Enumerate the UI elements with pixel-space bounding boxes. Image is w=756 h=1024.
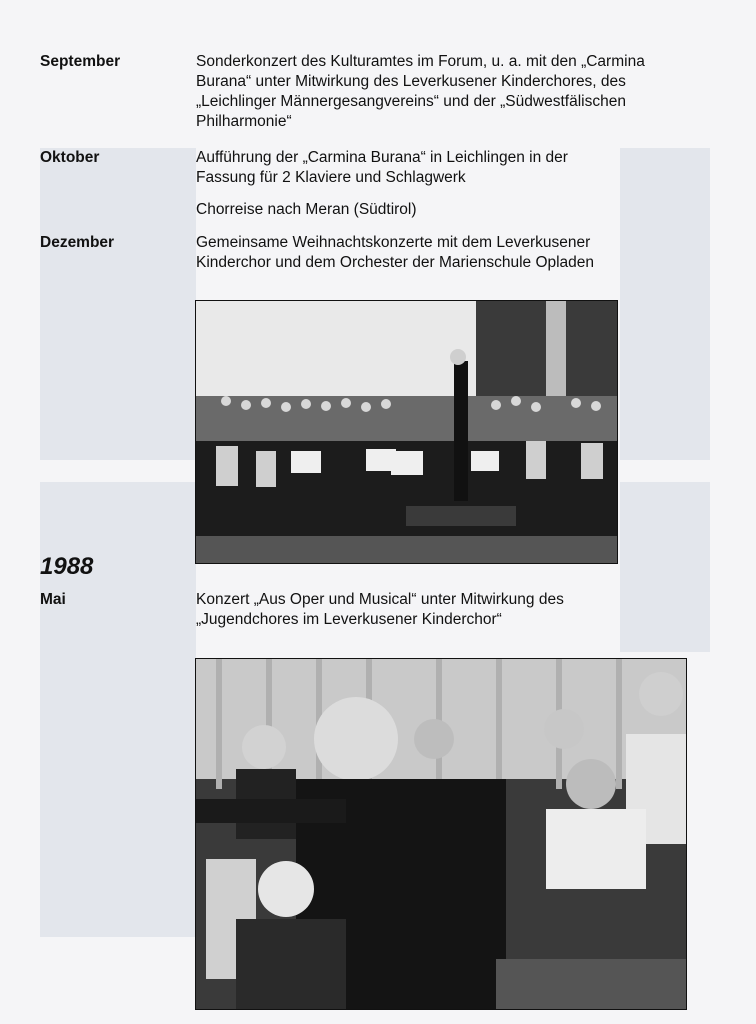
- event-text: [196, 148, 716, 188]
- choir-photo: [195, 658, 687, 1010]
- month-label: Mai: [40, 591, 66, 608]
- month-label: Dezember: [40, 234, 115, 251]
- concert-photo-image: [196, 301, 617, 563]
- month-label: Oktober: [40, 149, 100, 166]
- event-text: [196, 233, 716, 273]
- text-line: „Leichlinger Männergesangvereins“ und der „Südwestfälischen: [196, 93, 626, 110]
- month-label: September: [40, 53, 121, 70]
- choir-photo-image: [196, 659, 686, 1009]
- event-text: [196, 590, 716, 630]
- text-line: „Jugendchores im Leverkusener Kinderchor“: [196, 611, 502, 628]
- background-block: [620, 148, 710, 460]
- text-line: Burana“ unter Mitwirkung des Leverkusener Kinderchores, des: [196, 73, 626, 90]
- concert-photo: [195, 300, 618, 564]
- text-line: Kinderchor und dem Orchester der Marienschule Opladen: [196, 254, 595, 271]
- text-line: Fassung für 2 Klaviere und Schlagwerk: [196, 169, 466, 186]
- text-line: Konzert „Aus Oper und Musical“ unter Mitwirkung des: [196, 591, 564, 608]
- text-line: Sonderkonzert des Kulturamtes im Forum, u. a. mit den „Carmina: [196, 53, 645, 70]
- event-text: [196, 52, 716, 132]
- text-line: Philharmonie“: [196, 113, 292, 130]
- background-block: [40, 482, 196, 937]
- text-line: Aufführung der „Carmina Burana“ in Leichlingen in der: [196, 149, 568, 166]
- text-line: Gemeinsame Weihnachtskonzerte mit dem Leverkusener: [196, 234, 591, 251]
- year-heading: 1988: [40, 553, 94, 580]
- event-extra-text: Chorreise nach Meran (Südtirol): [196, 201, 417, 218]
- background-block: [40, 148, 196, 460]
